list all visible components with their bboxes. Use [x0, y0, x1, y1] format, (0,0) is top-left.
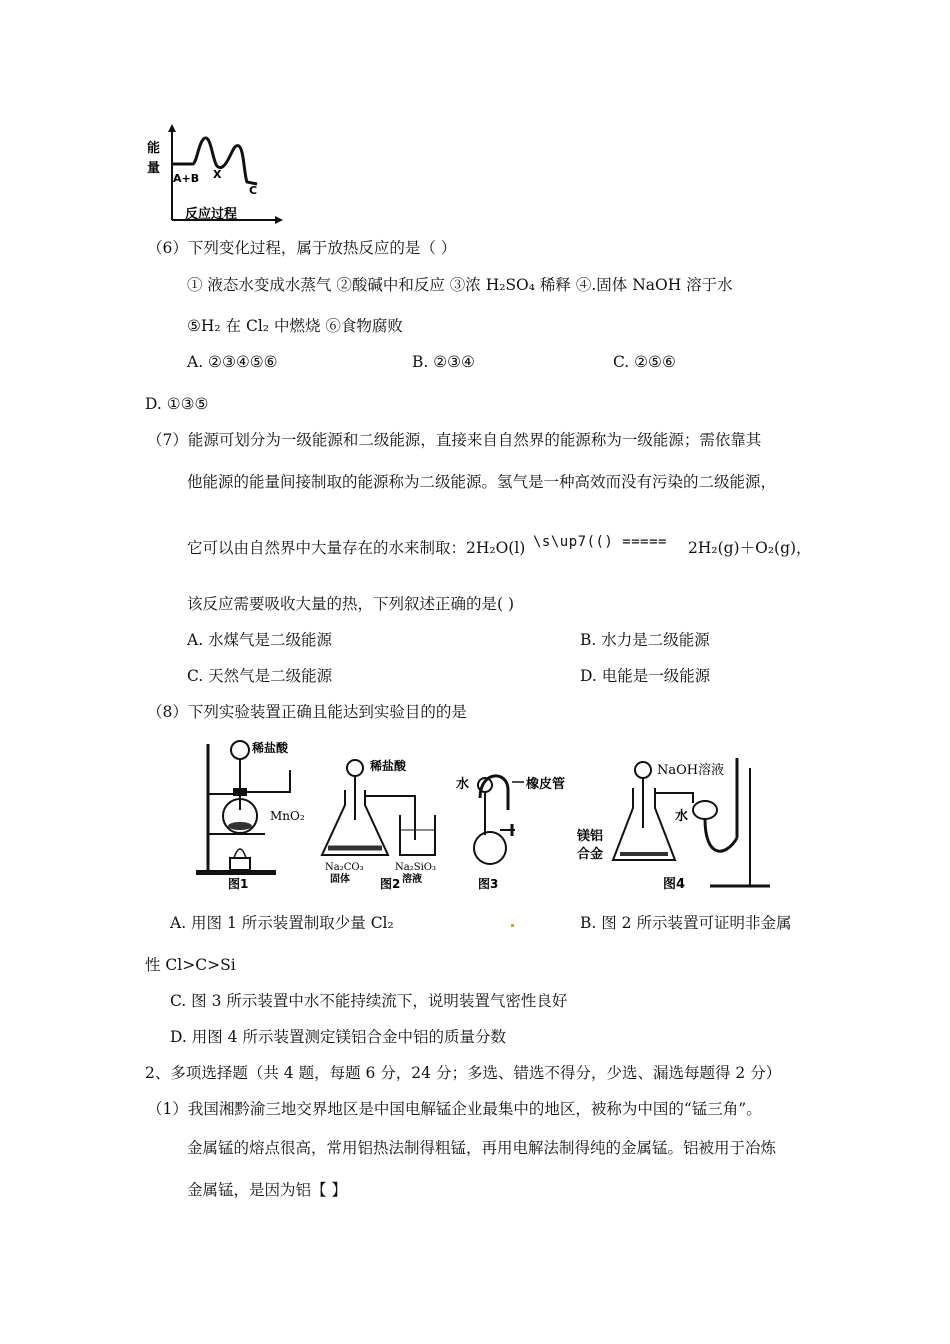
stray-mark	[511, 924, 514, 927]
fig2-solid-label-1: Na₂CO₃	[325, 862, 364, 873]
section2-q1-line1: （1）我国湘黔渝三地交界地区是中国电解锰企业最集中的地区，被称为中国的“锰三角”。	[147, 1100, 762, 1118]
apparatus-figure-4	[575, 748, 775, 895]
fig4-alloy-label-1: 镁铝	[577, 829, 604, 844]
fig3-caption: 图3	[478, 877, 499, 891]
q8-option-b-line2: 性 Cl>C>Si	[145, 956, 236, 974]
q7-equation-code: \s\up7(() =====	[533, 534, 667, 550]
q8-option-b-line1: B. 图 2 所示装置可证明非金属	[580, 914, 792, 932]
q8-option-d: D. 用图 4 所示装置测定镁铝合金中铝的质量分数	[170, 1028, 506, 1046]
fig3-water-label: 水	[456, 777, 470, 792]
q7-line2: 他能源的能量间接制取的能源称为二级能源。氢气是一种高效而没有污染的二级能源，	[187, 473, 777, 491]
fig1-acid-label: 稀盐酸	[252, 741, 289, 755]
burner-flame	[234, 849, 246, 858]
fig4-alloy-label-2: 合金	[577, 847, 604, 862]
fig4-hose	[705, 819, 737, 851]
q6-items-line2: ⑤H₂ 在 Cl₂ 中燃烧 ⑥食物腐败	[187, 317, 403, 335]
fig4-funnel	[635, 762, 651, 778]
x-axis-label: 反应过程	[185, 207, 238, 222]
fig4-naoh-label: NaOH溶液	[657, 763, 725, 778]
section2-q1-line3: 金属锰，是因为铝【 】	[187, 1181, 347, 1199]
fig2-acid-label: 稀盐酸	[370, 759, 407, 773]
q7-option-b: B. 水力是二级能源	[580, 631, 710, 649]
q8-option-c: C. 图 3 所示装置中水不能持续流下，说明装置气密性良好	[170, 992, 568, 1010]
fig2-delivery-tube	[365, 796, 415, 840]
delivery-tube	[247, 770, 290, 792]
x-axis-arrow	[275, 216, 283, 224]
fig3-tube-label: 橡皮管	[526, 777, 566, 792]
energy-profile-diagram	[145, 122, 285, 227]
fig4-delivery-tube	[655, 793, 693, 803]
q7-option-c: C. 天然气是二级能源	[187, 667, 333, 685]
solid-in-flask	[228, 822, 252, 830]
q7-line1: （7）能源可划分为一级能源和二级能源，直接来自自然界的能源称为一级能源；需依靠其	[147, 431, 762, 449]
q6-option-b: B. ②③④	[412, 353, 475, 371]
q7-option-d: D. 电能是一级能源	[580, 667, 711, 685]
product-label: C	[249, 184, 258, 197]
q6-option-a: A. ②③④⑤⑥	[187, 353, 278, 371]
q6-option-c: C. ②⑤⑥	[613, 353, 676, 371]
q7-line3-suffix: 2H₂(g)＋O₂(g)，	[688, 539, 812, 557]
fig1-solid-label: MnO₂	[270, 809, 305, 823]
q8-stem: （8）下列实验装置正确且能达到实验目的的是	[147, 703, 467, 721]
figure-3	[456, 776, 565, 891]
fig4-caption: 图4	[663, 877, 686, 892]
q6-stem: （6）下列变化过程，属于放热反应的是（ ）	[147, 239, 457, 257]
q7-line4: 该反应需要吸收大量的热，下列叙述正确的是( )	[187, 595, 515, 613]
fig2-solution-label-2: 溶液	[402, 874, 422, 885]
q6-items-line1: ① 液态水变成水蒸气 ②酸碱中和反应 ③浓 H₂SO₄ 稀释 ④.固体 NaOH 溶于水	[187, 276, 733, 294]
y-axis-arrow	[168, 124, 176, 132]
y-label-top: 能	[147, 141, 161, 156]
fig4-water-label: 水	[675, 809, 689, 824]
separatory-funnel	[231, 741, 249, 759]
q8-option-a: A. 用图 1 所示装置制取少量 Cl₂	[170, 914, 394, 932]
stopper	[233, 788, 247, 796]
section2-title: 2、多项选择题（共 4 题，每题 6 分，24 分；多选、错选不得分，少选、漏选每题得 2 分）	[145, 1064, 782, 1082]
fig4-gas-burette	[693, 801, 717, 819]
fig3-flask	[474, 832, 506, 864]
q7-option-a: A. 水煤气是二级能源	[187, 631, 333, 649]
burner	[230, 858, 250, 870]
q7-line3-prefix: 它可以由自然界中大量存在的水来制取：2H₂O(l)	[187, 539, 526, 557]
y-label-bottom: 量	[147, 161, 161, 176]
intermediate-label: X	[213, 168, 222, 181]
fig1-caption: 图1	[228, 877, 249, 891]
fig2-caption: 图2	[380, 877, 401, 891]
apparatus-figures-1-3	[190, 730, 610, 895]
fig2-solid-label-2: 固体	[330, 874, 350, 885]
fig2-solution-label-1: Na₂SiO₃	[395, 862, 436, 873]
reactants-label: A+B	[173, 172, 200, 185]
figure-2	[322, 758, 436, 891]
fig2-funnel	[347, 760, 363, 776]
figure-1	[196, 740, 305, 891]
section2-q1-line2: 金属锰的熔点很高，常用铝热法制得粗锰，再用电解法制得纯的金属锰。铝被用于冶炼	[187, 1139, 777, 1157]
q6-option-d: D. ①③⑤	[145, 395, 209, 413]
beaker	[400, 815, 435, 855]
